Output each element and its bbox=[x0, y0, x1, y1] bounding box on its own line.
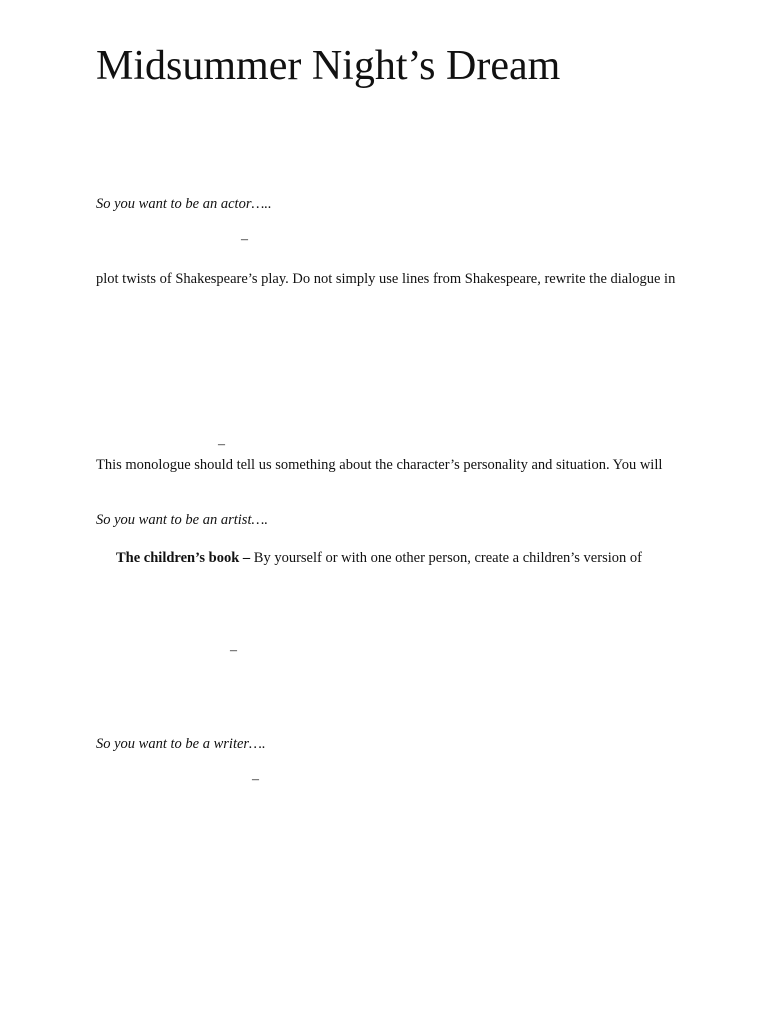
actor-heading: So you want to be an actor….. bbox=[96, 196, 272, 212]
writer-heading: So you want to be a writer…. bbox=[96, 736, 266, 752]
childrens-book-label: The children’s book – bbox=[116, 550, 251, 566]
dash-marker: – bbox=[241, 232, 248, 247]
dash-marker: – bbox=[230, 643, 237, 658]
plot-twists-line: plot twists of Shakespeare’s play. Do not simply use lines from Shakespeare, rewrite the dialogue in bbox=[96, 271, 676, 287]
artist-heading: So you want to be an artist…. bbox=[96, 512, 268, 528]
monologue-line: This monologue should tell us something about the character’s personality and situation. You will bbox=[96, 457, 663, 473]
dash-marker: – bbox=[218, 437, 225, 452]
childrens-book-text: By yourself or with one other person, create a children’s version of bbox=[250, 550, 642, 566]
dash-marker: – bbox=[252, 772, 259, 787]
document-title: Midsummer Night’s Dream bbox=[96, 43, 561, 89]
childrens-book-paragraph bbox=[116, 549, 642, 567]
